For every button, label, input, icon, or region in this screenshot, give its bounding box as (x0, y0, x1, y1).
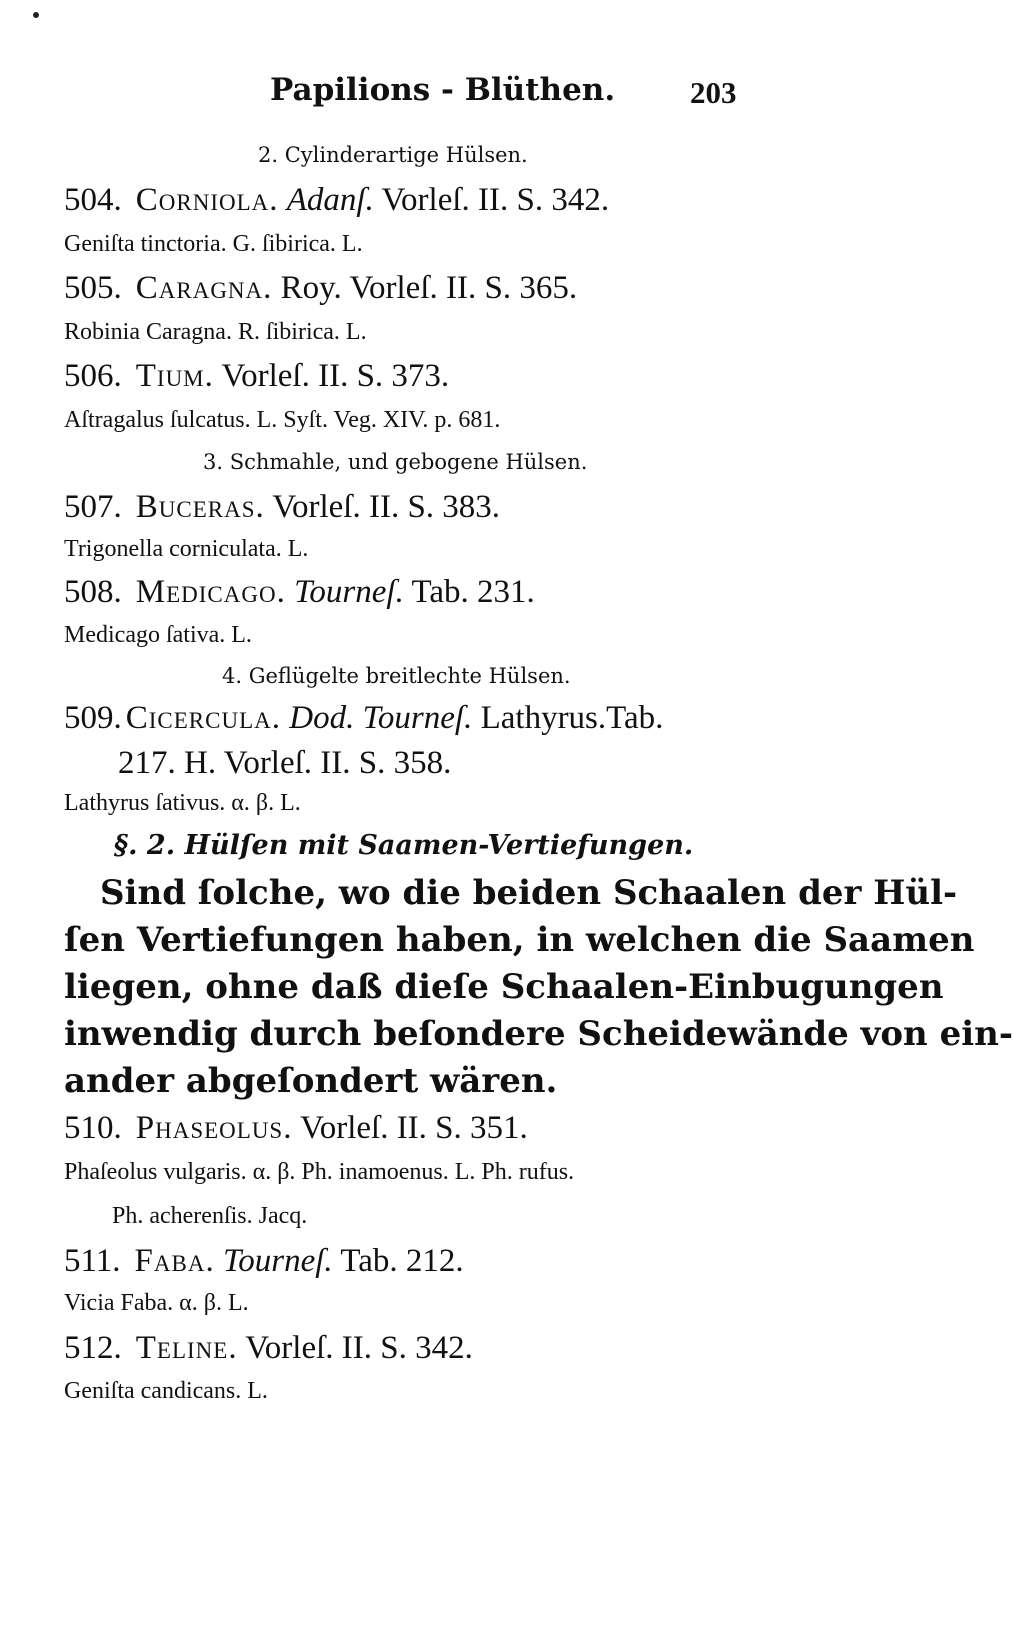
entry-509 (64, 700, 663, 737)
entry-number: 505. (64, 270, 122, 306)
genus-name: Tium. (135, 358, 214, 394)
entry-number: 511. (64, 1243, 121, 1279)
page-speck (33, 12, 39, 18)
entry-508 (64, 574, 535, 611)
entry-506 (64, 358, 449, 395)
genus-name: Teline. (135, 1330, 238, 1366)
genus-name: Corniola. (135, 182, 279, 218)
body-line: inwendig durch beſondere Scheidewände von ein- (64, 1014, 1013, 1054)
body-line: Sind ſolche, wo die beiden Schaalen der Hül- (100, 873, 958, 913)
subheading-4: 4. Geflügelte breitlechte Hülsen. (222, 664, 571, 688)
synonyms-512: Geniſta candicans. L. (64, 1378, 268, 1404)
body-line: ſen Vertiefungen haben, in welchen die Saamen (64, 920, 975, 960)
entry-number: 508. (64, 574, 122, 610)
synonyms-510: Phaſeolus vulgaris. α. β. Ph. inamoenus. L. Ph. rufus. (64, 1159, 575, 1185)
authority: Dod. Tourneſ. (289, 700, 473, 736)
entry-510 (64, 1110, 528, 1147)
body-line: liegen, ohne daß dieſe Schaalen-Einbugungen (64, 967, 944, 1007)
genus-name: Faba. (134, 1243, 215, 1279)
reference: Vorleſ. II. S. 342. (245, 1330, 473, 1366)
reference: Lathyrus.Tab. (480, 700, 664, 736)
genus-name: Medicago. (135, 574, 286, 610)
reference: Vorleſ. II. S. 351. (300, 1110, 528, 1146)
running-head: Papilions - Blüthen. (270, 72, 616, 108)
entry-number: 507. (64, 489, 122, 525)
synonyms-505: Robinia Caragna. R. ſibirica. L. (64, 319, 367, 345)
entry-504 (64, 182, 609, 219)
reference: Vorleſ. II. S. 373. (221, 358, 450, 394)
entry-number: 504. (64, 182, 122, 218)
authority: Adanſ. (286, 182, 374, 218)
synonyms-506: Aſtragalus ſulcatus. L. Syſt. Veg. XIV. p. 681. (64, 407, 501, 433)
synonyms-511: Vicia Faba. α. β. L. (64, 1290, 249, 1316)
genus-name: Buceras. (135, 489, 265, 525)
synonyms-507: Trigonella corniculata. L. (64, 536, 309, 562)
entry-509-continuation: 217. H. Vorleſ. II. S. 358. (118, 745, 452, 781)
entry-507 (64, 489, 500, 526)
genus-name: Cicercula. (125, 700, 282, 736)
entry-number: 510. (64, 1110, 122, 1146)
entry-511 (64, 1243, 464, 1280)
genus-name: Phaseolus. (135, 1110, 293, 1146)
authority: Tourneſ. (222, 1243, 333, 1279)
entry-number: 512. (64, 1330, 122, 1366)
synonyms-509: Lathyrus ſativus. α. β. L. (64, 790, 301, 816)
subheading-2: 2. Cylinderartige Hülsen. (258, 143, 528, 167)
reference: Tab. 231. (411, 574, 535, 610)
synonyms-510-continuation: Ph. acherenſis. Jacq. (112, 1203, 308, 1229)
entry-number: 509. (64, 700, 122, 736)
reference: Vorleſ. II. S. 342. (381, 182, 610, 218)
section-heading: §. 2. Hülſen mit Saamen-Vertiefungen. (114, 830, 694, 861)
synonyms-508: Medicago ſativa. L. (64, 622, 252, 648)
body-line: ander abgeſondert wären. (64, 1061, 558, 1101)
entry-number: 506. (64, 358, 122, 394)
reference: Vorleſ. II. S. 383. (272, 489, 501, 525)
page-number: 203 (690, 75, 737, 110)
entry-512 (64, 1330, 473, 1367)
genus-name: Caragna. (135, 270, 273, 306)
subheading-3: 3. Schmahle, und gebogene Hülsen. (203, 450, 588, 474)
entry-505 (64, 270, 577, 307)
reference: Tab. 212. (340, 1243, 464, 1279)
reference: Vorleſ. II. S. 365. (349, 270, 578, 306)
synonyms-504: Geniſta tinctoria. G. ſibirica. L. (64, 231, 363, 257)
authority: Tourneſ. (294, 574, 404, 610)
authority: Roy. (280, 270, 342, 306)
